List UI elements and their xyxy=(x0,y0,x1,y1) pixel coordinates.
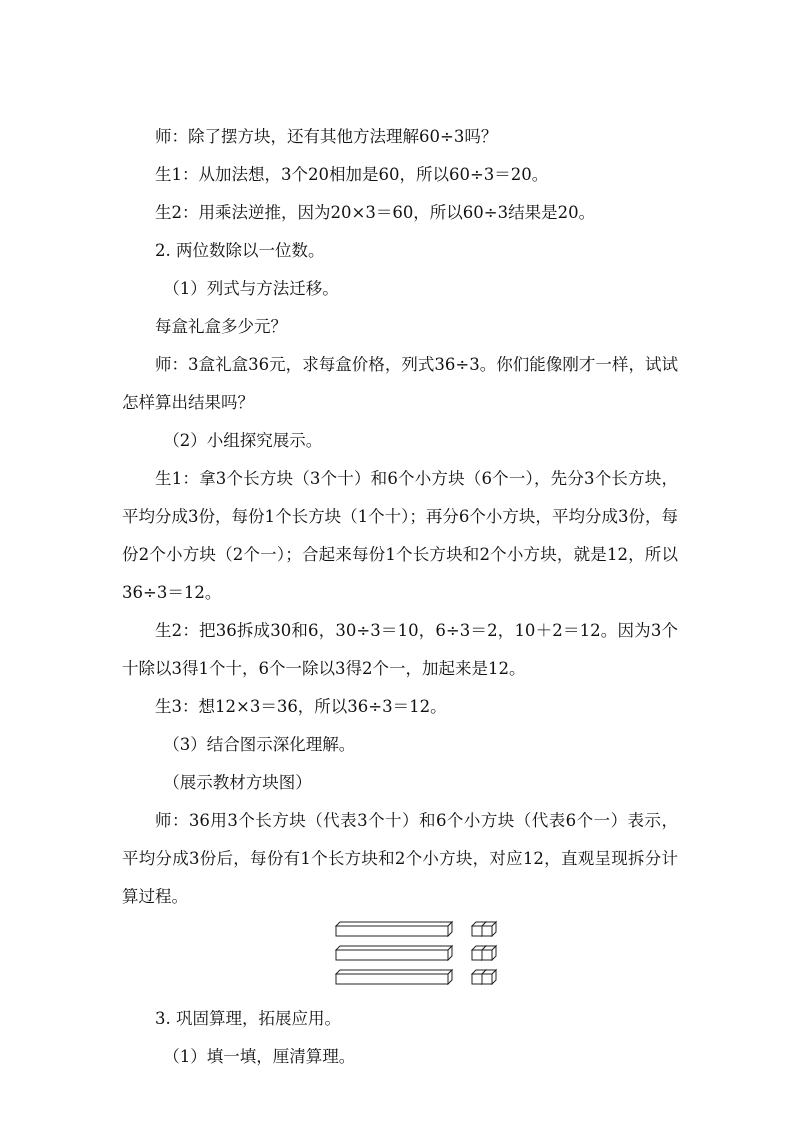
paragraph: 生3：想12×3＝36，所以36÷3＝12。 xyxy=(155,697,447,716)
unit-cube-front-face xyxy=(472,926,482,936)
paragraph: （1）填一填，厘清算理。 xyxy=(163,1047,356,1066)
paragraph: 每盒礼盒多少元？ xyxy=(155,317,287,336)
unit-cube-front-face xyxy=(482,950,492,960)
paragraph: （3）结合图示深化理解。 xyxy=(163,735,356,754)
ten-rod xyxy=(336,946,452,960)
figure-row xyxy=(336,922,496,936)
paragraphs-after-figure xyxy=(122,1000,678,1076)
paragraph: 生2：用乘法逆推，因为20×3＝60，所以60÷3结果是20。 xyxy=(155,203,596,222)
figure-row xyxy=(336,970,496,984)
paragraph: （2）小组探究展示。 xyxy=(163,431,323,450)
ten-rod-top-face xyxy=(336,922,452,926)
unit-cube-front-face xyxy=(472,974,482,984)
unit-cube xyxy=(482,922,496,936)
document-body xyxy=(122,118,678,1076)
paragraph: 生2：把36拆成30和6，30÷3＝10，6÷3＝2，10＋2＝12。因为3个十除以3得1个十，6个一除以3得2个一，加起来是12。 xyxy=(122,621,678,678)
ten-rod-top-face xyxy=(336,946,452,950)
ten-rod xyxy=(336,970,452,984)
unit-cube-front-face xyxy=(472,950,482,960)
figure-row xyxy=(336,946,496,960)
ten-rod xyxy=(336,922,452,936)
paragraph: 2. 两位数除以一位数。 xyxy=(155,241,325,260)
paragraphs-before-figure xyxy=(122,118,678,916)
ten-rod-front-face xyxy=(336,926,448,936)
paragraph: 师：除了摆方块，还有其他方法理解60÷3吗？ xyxy=(155,127,498,146)
ten-rod-top-face xyxy=(336,970,452,974)
unit-cube xyxy=(482,946,496,960)
unit-cube xyxy=(482,970,496,984)
paragraph: 生1：从加法想，3个20相加是60，所以60÷3＝20。 xyxy=(155,165,549,184)
paragraph: （1）列式与方法迁移。 xyxy=(163,279,339,298)
paragraph: （展示教材方块图） xyxy=(163,773,312,792)
unit-cube-front-face xyxy=(482,974,492,984)
block-diagram-figure xyxy=(334,920,504,996)
paragraph: 生1：拿3个长方块（3个十）和6个小方块（6个一），先分3个长方块，平均分成3份，每份1个长方块（1个十）；再分6个小方块，平均分成3份，每份2个小方块（2个一）；合起来每份1个长方块和2个小方块，就是12，所以36÷3＝12。 xyxy=(122,469,678,602)
paragraph: 师：3盒礼盒36元，求每盒价格，列式36÷3。你们能像刚才一样，试试怎样算出结果吗？ xyxy=(122,355,678,412)
ten-rod-front-face xyxy=(336,974,448,984)
paragraph: 师：36用3个长方块（代表3个十）和6个小方块（代表6个一）表示，平均分成3份后，每份有1个长方块和2个小方块，对应12，直观呈现拆分计算过程。 xyxy=(122,811,678,906)
paragraph: 3. 巩固算理，拓展应用。 xyxy=(155,1009,341,1028)
unit-cube-front-face xyxy=(482,926,492,936)
ten-rod-front-face xyxy=(336,950,448,960)
